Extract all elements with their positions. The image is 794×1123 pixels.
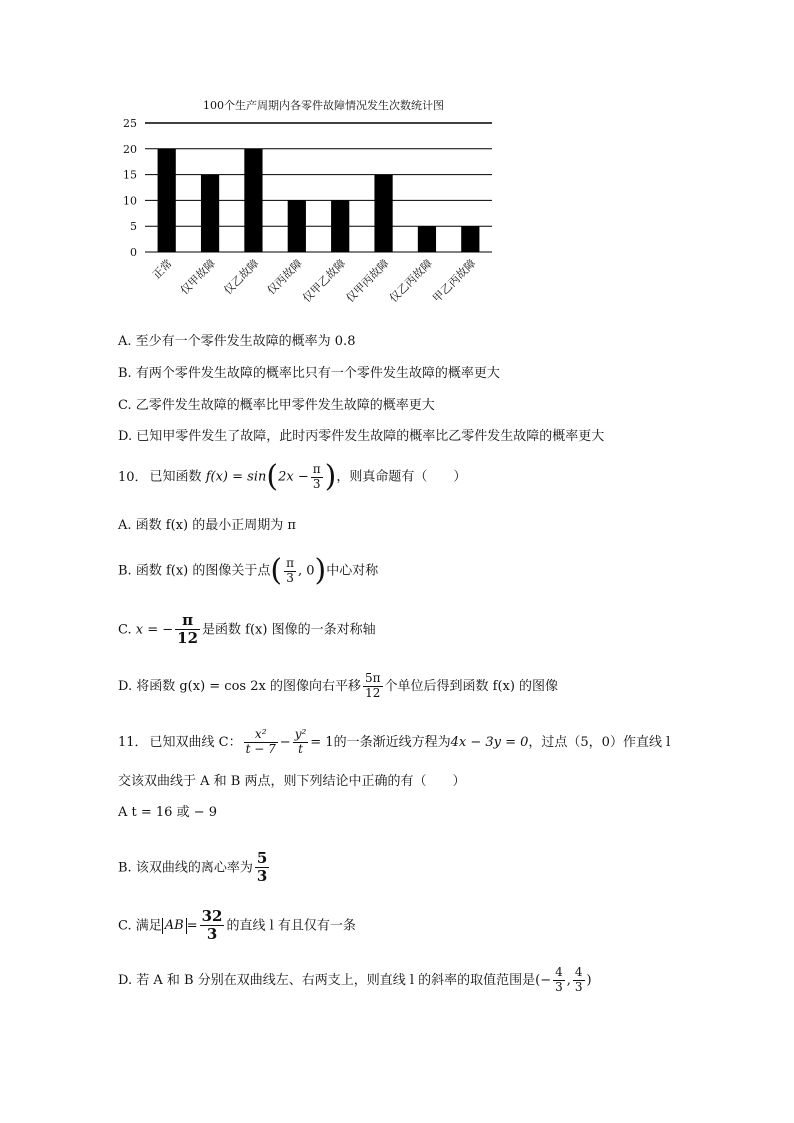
bar [418,226,436,252]
q11-l1-pre: 已知双曲线 C： [149,734,242,750]
y-tick-label: 25 [123,117,137,130]
q10-b-pre: B. 函数 f(x) 的图像关于点 [118,563,271,579]
q11-c-abs: AB [162,918,187,934]
q11-l1-post: ，过点（5，0）作直线 l [528,734,671,750]
x-tick-label: 仅乙故障 [221,256,262,298]
q11-y2: y² [294,727,307,741]
x-tick-label: 正常 [150,256,175,282]
q9-option-d: D. 已知甲零件发生了故障，此时丙零件发生故障的概率比乙零件发生故障的概率更大 [118,429,605,444]
y-tick-label: 10 [123,194,137,208]
q10-c-frac-den: 12 [177,629,199,648]
q10-b-rparen: ) [314,553,327,588]
q10-fx: f(x) = sin [205,469,267,485]
q11-d-rparen: ) [586,972,592,988]
q10-rparen: ) [324,459,337,494]
q11-b-den: 3 [256,867,268,886]
q10-d-frac [363,672,383,701]
q10-d-frac-num: 5π [364,671,381,685]
q10-b-post: , 0 [297,563,315,579]
q11-d-comma: , [566,972,571,988]
q10-arg: 2x − [278,469,309,485]
x-tick-label: 仅甲乙故障 [300,256,349,306]
y-tick-label: 15 [123,168,137,182]
q11-l1-mid: 的一条渐近线方程为 [333,734,451,750]
bar [374,175,392,252]
q10-frac-den: 3 [312,476,321,491]
q11-c-frac [200,908,225,944]
q11-t7: t − 7 [245,741,276,756]
q9-option-b: B. 有两个零件发生故障的概率比只有一个零件发生故障的概率更大 [118,366,500,381]
q10-b-frac [284,557,296,586]
x-tick-label: 仅甲丙故障 [343,256,392,306]
q10-option-b [118,553,379,588]
q11-option-c [118,908,356,944]
q11-number: 11． [118,734,148,750]
bar [331,200,349,252]
q11-c-post: 的直线 l 有且仅有一条 [226,918,356,934]
q10-b-end: 中心对称 [326,563,379,579]
q10-option-c [118,612,376,648]
q10-d-post: 个单位后得到函数 f(x) 的图像 [384,678,559,694]
q9-option-c: C. 乙零件发生故障的概率比甲零件发生故障的概率更大 [118,398,435,413]
q11-frac-y [293,728,309,757]
q10-pi-over-3 [311,463,323,492]
q10-c-frac [175,612,200,648]
q10-c-frac-num: π [175,612,200,630]
q11-d-frac2-num: 4 [574,965,583,979]
bar [201,175,219,252]
q11-c-pre: C. 满足 [118,918,162,934]
q10-lparen: ( [266,459,279,494]
y-tick-label: 0 [130,246,137,259]
q11-b-num: 5 [256,849,268,867]
q10-d-frac-den: 12 [365,685,381,700]
q11-eq1: = 1 [310,734,334,750]
q11-d-frac1-num: 4 [555,965,563,979]
q10-b-frac-den: 3 [286,570,294,585]
bar [288,200,306,252]
q10-stem [118,459,467,494]
bar [244,149,262,252]
q10-c-x: x = − [135,622,174,638]
y-tick-label: 5 [130,220,137,234]
q11-stem-line2: 交该双曲线于 A 和 B 两点，则下列结论中正确的有（ ） [118,774,466,789]
q10-c-post: 是函数 f(x) 图像的一条对称轴 [202,622,376,638]
bar [158,149,176,252]
q11-c-eq: = [186,918,198,934]
q10-stem-pre: 已知函数 [149,469,202,485]
q10-number: 10． [118,469,148,485]
x-tick-label: 仅乙丙故障 [386,256,436,306]
q11-frac-x [244,728,278,757]
q10-b-frac-num: π [286,555,294,570]
q11-d-frac2 [573,966,585,995]
q11-c-num: 32 [201,907,223,925]
q10-option-d [118,672,558,701]
bar-chart [110,95,530,320]
x-tick-label: 仅甲故障 [177,256,219,298]
q11-t: t [298,741,303,756]
q11-d-frac2-den: 3 [574,979,583,994]
chart-title: 100个生产周期内各零件故障情况发生次数统计图 [203,99,444,112]
q11-d-frac1-den: 3 [555,979,563,994]
q11-option-a: A t = 16 或 − 9 [118,805,218,820]
q11-c-den: 3 [206,925,218,944]
bar [461,226,479,252]
q11-option-b [118,850,271,886]
q11-b-pre: B. 该双曲线的离心率为 [118,860,253,876]
q11-stem-line1 [118,728,670,757]
q11-minus: − [279,734,291,750]
x-tick-label: 甲乙丙故障 [430,256,479,306]
q10-stem-post: ，则真命题有（ ） [336,469,467,485]
q9-option-a: A. 至少有一个零件发生故障的概率为 0.8 [118,334,356,349]
q10-b-lparen: ( [270,553,283,588]
q10-frac-num: π [312,461,321,476]
q11-d-frac1 [553,966,565,995]
q11-d-pre: D. 若 A 和 B 分别在双曲线左、右两支上，则直线 l 的斜率的取值范围是 [118,972,536,988]
q11-option-d [118,966,592,995]
q10-c-pre: C. [118,622,132,638]
q11-x2: x² [244,728,278,743]
q10-d-pre: D. 将函数 g(x) = cos 2x 的图像向右平移 [118,678,361,694]
q11-b-frac [255,850,269,886]
q11-d-lparen: (− [535,972,552,988]
y-tick-label: 20 [123,142,137,156]
x-tick-label: 仅丙故障 [264,256,305,298]
q11-asymptote: 4x − 3y = 0 [450,734,529,750]
q10-option-a: A. 函数 f(x) 的最小正周期为 π [118,518,296,533]
